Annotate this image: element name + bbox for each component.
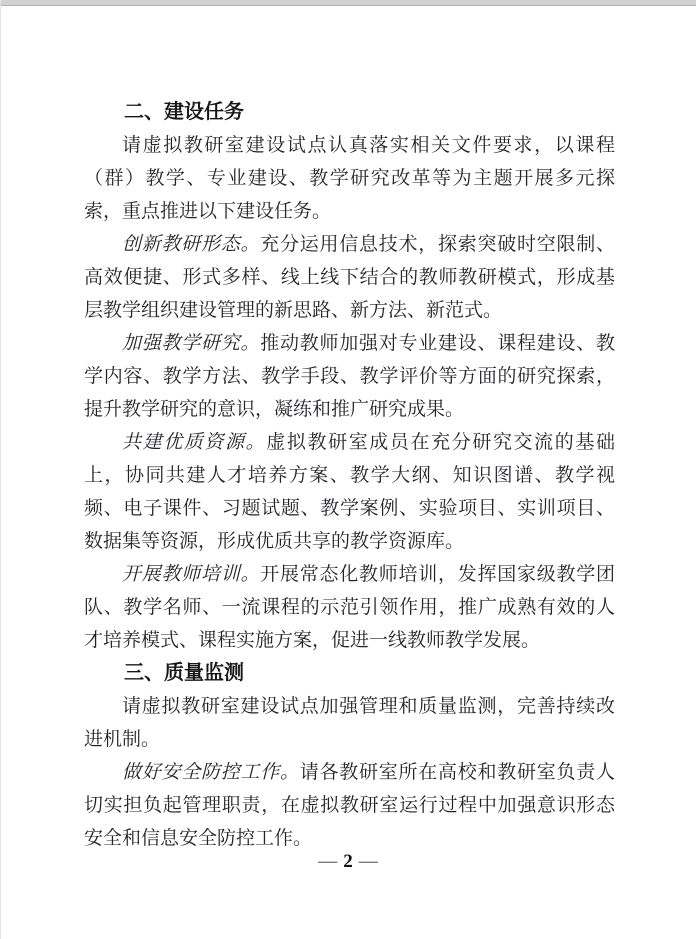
paragraph-text: 充分运用信息技术，探索突破时空限制、高效便捷、形式多样、线上线下结合的教师教研模式，形成基层教学组织建设管理的新思路、新方法、新范式。 bbox=[84, 234, 615, 321]
paragraph-innovate-forms bbox=[84, 228, 615, 327]
page-number-value: 2 bbox=[343, 851, 353, 872]
paragraph-quality-intro bbox=[84, 690, 615, 756]
paragraph-text: 虚拟教研室成员在充分研究交流的基础上，协同共建人才培养方案、教学大纲、知识图谱、教学视频、电子课件、习题试题、教学案例、实验项目、实训项目、数据集等资源，形成优质共享的教学资源库。 bbox=[84, 432, 615, 552]
paragraph-lead: 加强教学研究。 bbox=[122, 333, 261, 354]
paragraph-build-resources bbox=[84, 426, 615, 558]
paragraph-teacher-training bbox=[84, 558, 615, 657]
page-number-dash-left: — bbox=[318, 851, 338, 872]
section-heading-quality-monitoring: 三、质量监测 bbox=[124, 662, 244, 684]
paragraph-text: 开展常态化教师培训，发挥国家级教学团队、教学名师、一流课程的示范引领作用，推广成熟有效的人才培养模式、课程实施方案，促进一线教师教学发展。 bbox=[84, 564, 615, 651]
paragraph-text: 请各教研室所在高校和教研室负责人切实担负起管理职责，在虚拟教研室运行过程中加强意识形态安全和信息安全防控工作。 bbox=[84, 762, 615, 849]
paragraph-text: 请虚拟教研室建设试点认真落实相关文件要求，以课程（群）教学、专业建设、教学研究改革等为主题开展多元探索，重点推进以下建设任务。 bbox=[84, 135, 615, 222]
paragraph-lead: 做好安全防控工作。 bbox=[122, 762, 300, 783]
scan-edge-top bbox=[0, 0, 696, 6]
paragraph-text: 推动教师加强对专业建设、课程建设、教学内容、教学方法、教学手段、教学评价等方面的研究探索，提升教学研究的意识，凝练和推广研究成果。 bbox=[84, 333, 615, 420]
paragraph-lead: 开展教师培训。 bbox=[122, 564, 261, 585]
paragraph-text: 请虚拟教研室建设试点加强管理和质量监测，完善持续改进机制。 bbox=[84, 696, 615, 750]
section-heading-construction-tasks: 二、建设任务 bbox=[124, 101, 244, 123]
paragraph-lead: 创新教研形态。 bbox=[122, 234, 261, 255]
scan-edge-left bbox=[0, 0, 1, 939]
page-number bbox=[0, 850, 696, 874]
paragraph-security-control bbox=[84, 756, 615, 855]
paragraph-lead: 共建优质资源。 bbox=[122, 432, 267, 453]
page-number-dash-right: — bbox=[358, 851, 378, 872]
document-body bbox=[84, 96, 615, 855]
paragraph-intro bbox=[84, 129, 615, 228]
paragraph-strengthen-research bbox=[84, 327, 615, 426]
